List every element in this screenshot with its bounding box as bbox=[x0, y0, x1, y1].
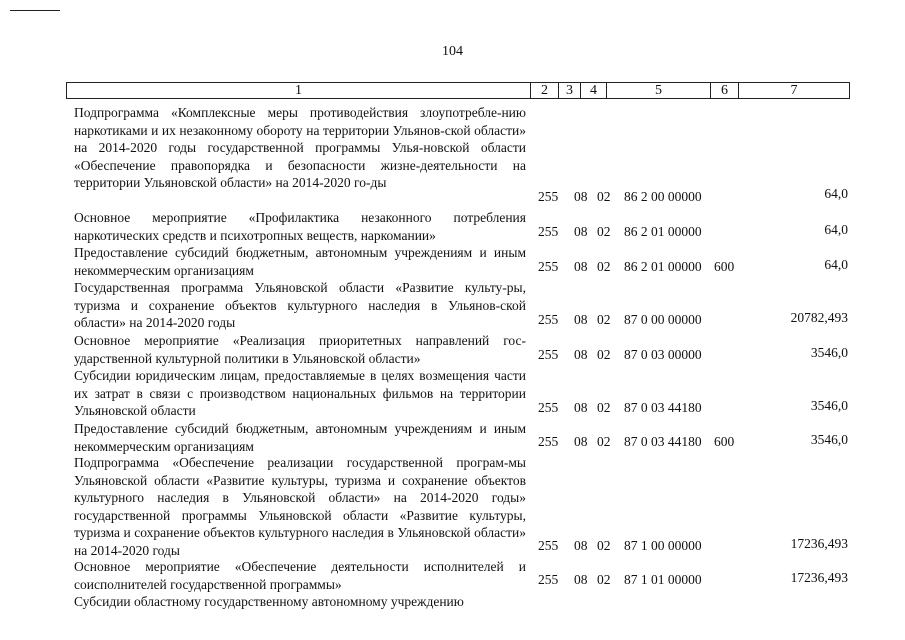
row-code-2: 255 bbox=[538, 538, 559, 553]
row-code-3: 08 bbox=[574, 400, 588, 415]
row-amount: 17236,493 bbox=[790, 570, 848, 585]
row-description: Подпрограмма «Обеспечение реализации государственной програм-мы Ульяновской области «Развитие культуры, туризма и сохранение объектов культурного наследия в Ульяновской области» на 2014-2020 годы» государственной программы Ульяновской области «Развитие культуры, туризма и сохранение объектов культурного наследия в Ульяновской области» на 2014-2020 годы bbox=[74, 455, 526, 558]
row-description: Предоставление субсидий бюджетным, автономным учреждениям и иным некоммерческим организациям bbox=[74, 245, 526, 278]
row-code-3: 08 bbox=[574, 312, 588, 327]
header-col-1: 1 bbox=[67, 83, 531, 98]
row-code-3: 08 bbox=[574, 572, 588, 587]
row-description: Основное мероприятие «Обеспечение деятельности исполнителей и соисполнителей государственной программы» bbox=[74, 559, 526, 592]
row-code-6: 600 bbox=[714, 434, 735, 449]
corner-mark bbox=[10, 10, 60, 11]
header-col-6: 6 bbox=[711, 83, 739, 98]
row-description: Основное мероприятие «Профилактика незаконного потребления наркотических средств и психотропных веществ, наркомании» bbox=[74, 210, 526, 243]
row-code-3: 08 bbox=[574, 538, 588, 553]
row-code-5: 87 1 01 00000 bbox=[624, 572, 702, 587]
row-description: Субсидии юридическим лицам, предоставляемые в целях возмещения части их затрат в связи с производством национальных фильмов на территории Ульяновской области bbox=[74, 368, 526, 419]
row-amount: 3546,0 bbox=[810, 345, 848, 360]
row-description: Государственная программа Ульяновской области «Развитие культу-ры, туризма и сохранение объектов культурного наследия в Ульянов-ской области» на 2014-2020 годы bbox=[74, 280, 526, 331]
row-code-3: 08 bbox=[574, 259, 588, 274]
header-col-5: 5 bbox=[607, 83, 711, 98]
row-amount: 64,0 bbox=[824, 186, 848, 201]
row-code-2: 255 bbox=[538, 400, 559, 415]
row-amount: 64,0 bbox=[824, 222, 848, 237]
row-code-2: 255 bbox=[538, 347, 559, 362]
row-amount: 3546,0 bbox=[810, 398, 848, 413]
row-code-4: 02 bbox=[597, 400, 611, 415]
row-code-4: 02 bbox=[597, 224, 611, 239]
row-code-3: 08 bbox=[574, 434, 588, 449]
row-code-4: 02 bbox=[597, 434, 611, 449]
row-code-4: 02 bbox=[597, 572, 611, 587]
header-col-4: 4 bbox=[581, 83, 607, 98]
page-number: 104 bbox=[442, 44, 463, 59]
row-code-2: 255 bbox=[538, 572, 559, 587]
row-description: Подпрограмма «Комплексные меры противодействия злоупотребле-нию наркотиками и их незаконному обороту на территории Ульянов-ской области» на 2014-2020 годы государственной программы Улья-новской области «Обеспечение правопорядка и безопасности жизне-деятельности на территории Ульяновской области» на 2014-2020 го-ды bbox=[74, 105, 526, 191]
row-code-5: 86 2 01 00000 bbox=[624, 224, 702, 239]
row-amount: 17236,493 bbox=[790, 536, 848, 551]
row-code-5: 87 0 03 00000 bbox=[624, 347, 702, 362]
header-col-7: 7 bbox=[790, 83, 798, 98]
row-description: Субсидии областному государственному автономному учреждению bbox=[74, 594, 464, 609]
row-description: Предоставление субсидий бюджетным, автономным учреждениям и иным некоммерческим организациям bbox=[74, 421, 526, 454]
row-code-5: 86 2 00 00000 bbox=[624, 189, 702, 204]
row-code-2: 255 bbox=[538, 434, 559, 449]
row-code-5: 86 2 01 00000 bbox=[624, 259, 702, 274]
row-code-5: 87 0 03 44180 bbox=[624, 434, 702, 449]
row-code-2: 255 bbox=[538, 312, 559, 327]
row-code-4: 02 bbox=[597, 312, 611, 327]
row-code-5: 87 0 00 00000 bbox=[624, 312, 702, 327]
row-code-3: 08 bbox=[574, 189, 588, 204]
header-col-3: 3 bbox=[559, 83, 581, 98]
row-code-4: 02 bbox=[597, 259, 611, 274]
row-amount: 20782,493 bbox=[790, 310, 848, 325]
table-header bbox=[66, 82, 850, 99]
row-code-4: 02 bbox=[597, 347, 611, 362]
row-code-3: 08 bbox=[574, 224, 588, 239]
row-code-5: 87 1 00 00000 bbox=[624, 538, 702, 553]
row-code-3: 08 bbox=[574, 347, 588, 362]
row-code-2: 255 bbox=[538, 224, 559, 239]
row-code-5: 87 0 03 44180 bbox=[624, 400, 702, 415]
row-code-6: 600 bbox=[714, 259, 735, 274]
row-code-4: 02 bbox=[597, 189, 611, 204]
row-code-2: 255 bbox=[538, 259, 559, 274]
row-amount: 3546,0 bbox=[810, 432, 848, 447]
row-code-4: 02 bbox=[597, 538, 611, 553]
row-amount: 64,0 bbox=[824, 257, 848, 272]
row-code-2: 255 bbox=[538, 189, 559, 204]
header-col-2: 2 bbox=[531, 83, 559, 98]
row-description: Основное мероприятие «Реализация приоритетных направлений гос-ударственной культурной политики в Ульяновской области» bbox=[74, 333, 526, 366]
